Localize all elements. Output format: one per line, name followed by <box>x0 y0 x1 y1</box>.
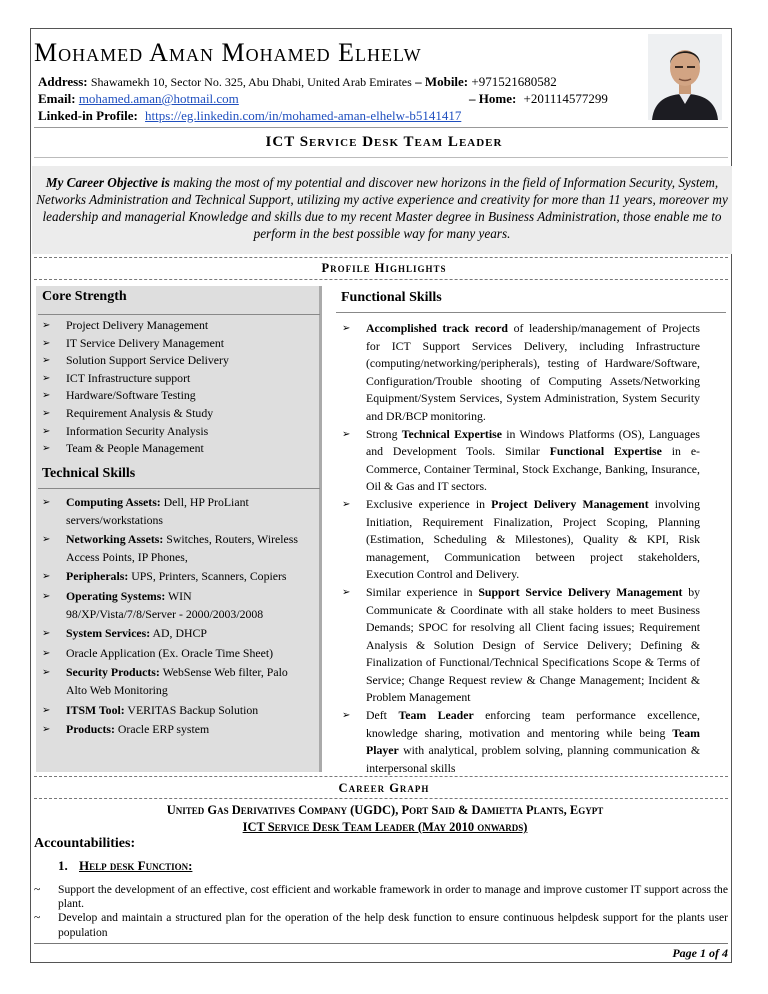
core-strength-item <box>36 335 316 353</box>
technical-skill-text: WebSense Web filter, Palo Alto Web Monitoring <box>66 665 288 697</box>
objective-lead: My Career Objective is <box>45 175 170 190</box>
footer-divider <box>34 943 728 944</box>
arrow-bullet-icon: ➢ <box>342 586 351 598</box>
arrow-bullet-icon: ➢ <box>42 724 51 736</box>
email-label: Email: <box>38 91 76 106</box>
profile-divider <box>34 279 728 280</box>
arrow-bullet-icon: ➢ <box>42 628 51 640</box>
technical-skill-text: Oracle ERP system <box>114 722 210 737</box>
career-objective <box>32 166 732 254</box>
technical-skill-label: System Services: <box>66 626 151 641</box>
address-value: Shawamekh 10, Sector No. 325, Abu Dhabi, United Arab Emirates <box>90 75 412 89</box>
arrow-bullet-icon: ➢ <box>42 497 51 508</box>
arrow-bullet-icon: ➢ <box>42 647 51 659</box>
accountability-item <box>34 911 728 939</box>
accountabilities-heading: Accountabilities: <box>34 836 136 851</box>
core-strength-item <box>36 423 316 441</box>
core-strength-text: IT Service Delivery Management <box>66 335 224 350</box>
email-line <box>38 91 239 107</box>
tech-heading-rule <box>38 488 320 490</box>
arrow-bullet-icon: ➢ <box>42 337 51 349</box>
functional-skill-item <box>336 320 700 426</box>
core-strength-item <box>36 352 316 370</box>
core-strength-text: Project Delivery Management <box>66 318 209 332</box>
home-label: – Home: <box>469 91 517 106</box>
technical-skill-label: ITSM Tool: <box>66 702 125 717</box>
person-photo-icon <box>648 34 722 120</box>
accountability-text: Support the development of an effective, cost efficient and workable framework in order to manage and improve customer IT support across the plant. <box>58 883 728 911</box>
functional-skill-text: Deft Team Leader enforcing team performance excellence, knowledge sharing, motivation and mentoring while being Team Player with analytical, problem solving, planning communication & interpersonal skills <box>366 708 700 775</box>
functional-skill-text: Accomplished track record of leadership/management of Projects for ICT Support Services Delivery, including Infrastructure (computing/networking/peripherals), testing of Hardware/Software, Configuration/Trouble shooting of Computing Assets/Networking Equipment/System Services, System Administration, System Security and DR/BCP monitoring. <box>366 321 701 423</box>
technical-skill-text: VERITAS Backup Solution <box>124 702 259 717</box>
arrow-bullet-icon: ➢ <box>42 534 51 546</box>
header-divider <box>34 127 728 128</box>
linkedin-line <box>38 108 461 124</box>
core-strength-item <box>36 405 316 423</box>
role-title: ICT Service Desk Team Leader (May 2010 onwards) <box>242 820 528 834</box>
technical-skill-item <box>36 568 300 586</box>
technical-skill-item <box>36 645 300 663</box>
core-strength-item <box>36 317 316 335</box>
functional-skill-item <box>336 707 700 777</box>
address-line <box>38 74 557 90</box>
career-graph-heading: Career Graph <box>338 781 430 795</box>
arrow-bullet-icon: ➢ <box>42 704 51 716</box>
arrow-bullet-icon: ➢ <box>42 390 51 402</box>
help-desk-subheading <box>58 858 192 874</box>
func-heading-rule <box>336 312 726 314</box>
objective-divider <box>34 257 728 258</box>
technical-skills-list <box>36 494 300 741</box>
core-strength-heading: Core Strength <box>42 289 127 304</box>
objective-text: making the most of my potential and discover new horizons in the field of Information Security, System, Networks Administration and Technical Support, utilizing my active experience and creativity for more than 11 years, moreover my leadership and managerial Knowledge and skills due to my recent Master degree in Business Administration, those enable me to perform in the best possible way for many years. <box>36 175 728 241</box>
accountability-text: Develop and maintain a structured plan for the operation of the help desk function to ensure continuous helpdesk support for the plants user population <box>58 911 728 939</box>
home-value: +201114577299 <box>523 91 608 106</box>
core-strength-item <box>36 370 316 388</box>
arrow-bullet-icon: ➢ <box>42 355 51 367</box>
arrow-bullet-icon: ➢ <box>342 428 351 440</box>
arrow-bullet-icon: ➢ <box>42 443 51 455</box>
arrow-bullet-icon: ➢ <box>342 323 351 334</box>
core-strength-text: Information Security Analysis <box>66 423 209 438</box>
arrow-bullet-icon: ➢ <box>42 425 51 437</box>
job-title: ICT Service Desk Team Leader <box>265 134 503 150</box>
technical-skill-label: Networking Assets: <box>66 532 164 547</box>
objective-paragraph <box>32 166 732 242</box>
functional-skill-item <box>336 426 700 496</box>
core-strength-list <box>36 317 316 458</box>
technical-skill-text: UPS, Printers, Scanners, Copiers <box>128 569 287 584</box>
functional-skill-text: Similar experience in Support Service Delivery Management by Communicate & Coordinate with all stake holders to meet Business Demands; SPOC for resolving all Client facing issues; Requirement Analysis & Solution Design of Service Delivery; Defining & Finalization of Functional/Technical Specifications Scope & Terms of Service; Change Request review & Change Management; Incident & Problem Management <box>366 584 701 705</box>
core-strength-item <box>36 440 316 458</box>
arrow-bullet-icon: ➢ <box>342 710 351 722</box>
subheading-text: Help desk Function: <box>79 858 193 873</box>
technical-skill-text: WIN 98/XP/Vista/7/8/Server - 2000/2003/2008 <box>66 588 264 621</box>
functional-skills-list <box>336 320 700 777</box>
page-number: Page 1 of 4 <box>672 946 728 960</box>
mobile-label: – Mobile: <box>415 74 469 89</box>
arrow-bullet-icon: ➢ <box>42 667 51 679</box>
accountabilities-list <box>34 883 728 940</box>
core-strength-text: Team & People Management <box>66 441 204 456</box>
technical-skill-label: Peripherals: <box>66 569 129 584</box>
profile-highlights-heading: Profile Highlights <box>321 261 447 275</box>
functional-skill-text: Exclusive experience in Project Delivery Management involving Initiation, Requirement Finalization, Project Scoping, Planning (Estimation, Scheduling & Milestones), Quality & KPI, Risk management, Communication between project stakeholders, Execution Control and Delivery. <box>366 496 700 582</box>
arrow-bullet-icon: ➢ <box>42 372 51 384</box>
linkedin-link[interactable]: https://eg.linkedin.com/in/mohamed-aman-elhelw-b5141417 <box>145 108 462 123</box>
technical-skill-item <box>36 494 300 529</box>
profile-photo <box>648 34 722 120</box>
mobile-value: +971521680582 <box>471 74 557 89</box>
functional-skill-text: Strong Technical Expertise in Windows Platforms (OS), Languages and Development Tools. Similar Functional Expertise in e-Commerce, Container Terminal, Stock Exchange, Banking, Insurance, Oil & Gas and IT sectors. <box>366 426 700 494</box>
core-heading-rule <box>38 314 320 316</box>
arrow-bullet-icon: ➢ <box>42 320 51 331</box>
technical-skills-heading: Technical Skills <box>42 466 136 481</box>
core-strength-text: Hardware/Software Testing <box>66 388 196 403</box>
technical-skill-label: Computing Assets: <box>66 495 161 509</box>
arrow-bullet-icon: ➢ <box>42 571 51 583</box>
home-line <box>469 91 608 107</box>
subheading-number: 1. <box>58 858 68 873</box>
functional-skill-item <box>336 496 700 584</box>
arrow-bullet-icon: ➢ <box>42 590 51 602</box>
technical-skill-text: Dell, HP ProLiant servers/workstations <box>66 495 249 527</box>
technical-skill-item <box>36 588 300 623</box>
technical-skill-item <box>36 625 300 643</box>
functional-skills-heading: Functional Skills <box>341 290 442 305</box>
technical-skill-text: Oracle Application (Ex. Oracle Time Sheet) <box>66 645 274 660</box>
accountability-item <box>34 883 728 911</box>
technical-skill-label: Products: <box>66 722 115 737</box>
arrow-bullet-icon: ➢ <box>342 498 351 510</box>
tilde-bullet-icon: ~ <box>34 883 41 896</box>
tilde-bullet-icon: ~ <box>34 911 41 925</box>
core-strength-text: Requirement Analysis & Study <box>66 405 214 420</box>
arrow-bullet-icon: ➢ <box>42 407 51 419</box>
technical-skill-label: Security Products: <box>66 665 160 680</box>
technical-skill-label: Operating Systems: <box>66 588 166 603</box>
core-strength-item <box>36 387 316 405</box>
career-divider <box>34 798 728 799</box>
functional-skill-item <box>336 584 700 707</box>
technical-skill-item <box>36 702 300 720</box>
technical-skill-item <box>36 664 300 699</box>
technical-skill-text: AD, DHCP <box>150 626 207 641</box>
technical-skill-item <box>36 531 300 566</box>
title-divider <box>34 157 728 158</box>
technical-skill-text: Switches, Routers, Wireless Access Points, IP Phones, <box>66 532 298 564</box>
email-link[interactable]: mohamed.aman@hotmail.com <box>78 91 239 106</box>
core-strength-text: Solution Support Service Delivery <box>66 353 229 368</box>
linkedin-label: Linked-in Profile: <box>38 108 138 123</box>
core-strength-text: ICT Infrastructure support <box>66 370 191 385</box>
career-top-divider <box>34 776 728 777</box>
company-name: United Gas Derivatives Company (UGDC), Port Said & Damietta Plants, Egypt <box>166 803 604 817</box>
candidate-name: Mohamed Aman Mohamed Elhelw <box>34 38 422 67</box>
technical-skill-item <box>36 721 300 739</box>
address-label: Address: <box>38 74 88 89</box>
